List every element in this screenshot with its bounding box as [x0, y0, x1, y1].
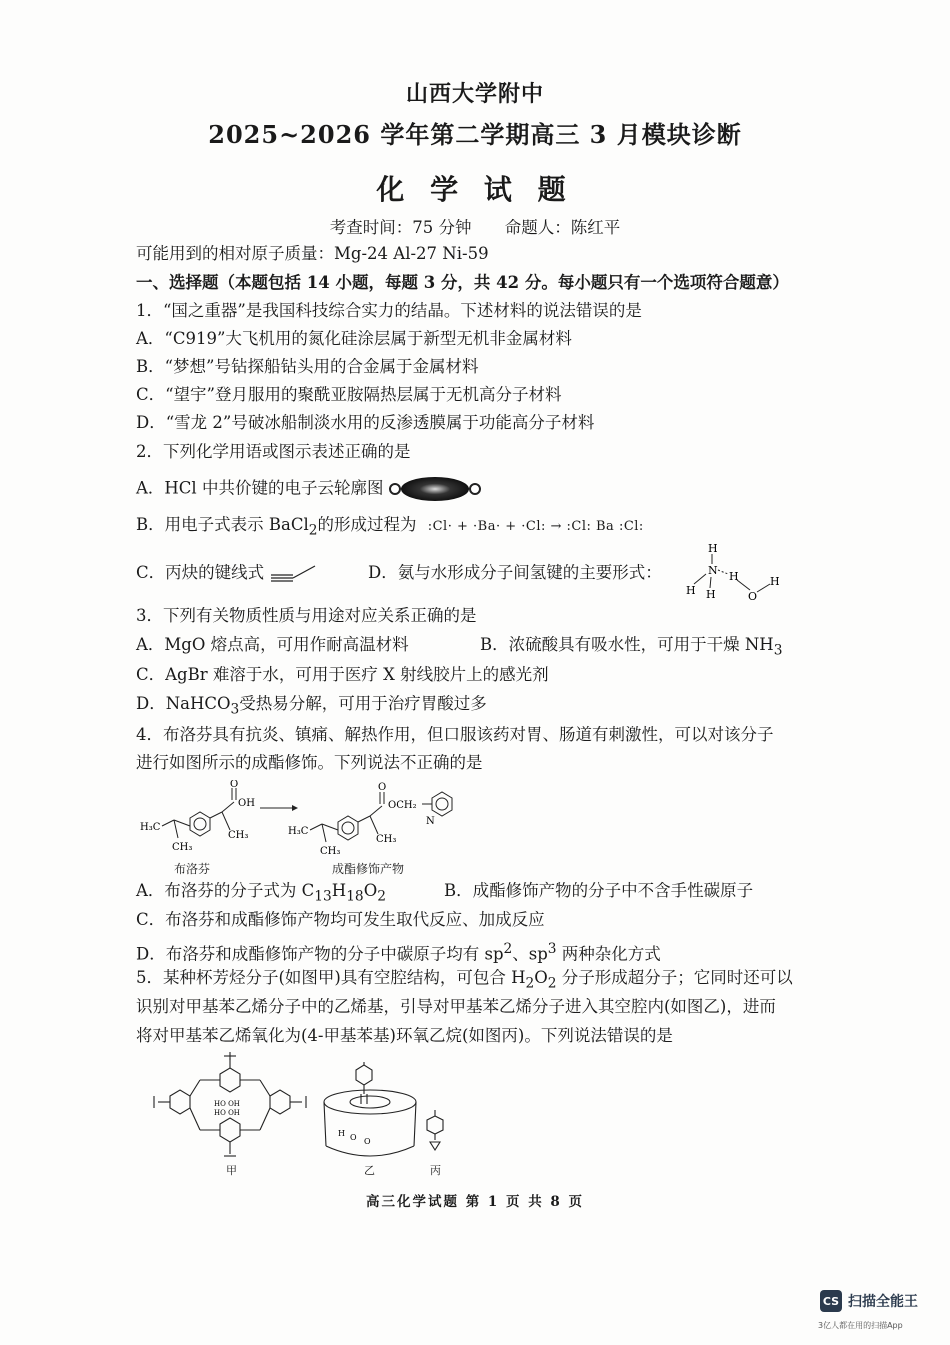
svg-text:N: N	[708, 564, 718, 577]
subject-title: 化 学 试 题	[376, 173, 574, 206]
electron-formula-scheme: :Cl· + ·Ba· + ·Cl: → :Cl: Ba :Cl:	[427, 519, 644, 534]
svg-text:H₃C: H₃C	[140, 822, 161, 833]
q3-option-d-text: D．NaHCO	[136, 694, 231, 713]
q4-stem-line2: 进行如图所示的成酯修饰。下列说法不正确的是	[136, 753, 483, 772]
svg-text:H: H	[706, 588, 716, 601]
exam-time: 考查时间：75 分钟	[329, 218, 472, 237]
q2-option-b-sub: 2	[308, 522, 318, 539]
section-heading: 一、选择题（本题包括 14 小题，每题 3 分，共 42 分。每小题只有一个选项符合题意）	[136, 273, 789, 292]
watermark-tagline: 3亿人都在用的扫描App	[818, 1321, 903, 1330]
figure-label-a: 甲	[226, 1164, 237, 1177]
svg-text:OH: OH	[238, 798, 255, 809]
q1-option-d: D．“雪龙 2”号破冰船制淡水用的反渗透膜属于功能高分子材料	[136, 413, 595, 432]
svg-text:H₃C: H₃C	[288, 826, 309, 837]
exam-meta	[0, 214, 950, 238]
svg-text:H: H	[686, 584, 696, 597]
q2-stem: 2．下列化学用语或图示表述正确的是	[136, 442, 411, 461]
watermark-name: 扫描全能王	[848, 1294, 918, 1310]
q3-option-b	[480, 634, 782, 661]
atomic-mass-line: 可能用到的相对原子质量：Mg-24 Al-27 Ni-59	[136, 244, 489, 263]
q3-option-b-sub: 3	[773, 642, 783, 659]
q1-option-c: C．“望宇”登月服用的聚酰亚胺隔热层属于无机高分子材料	[136, 385, 562, 404]
q5-stem-text: 5．某种杯芳烃分子(如图甲)具有空腔结构，可包合 H	[136, 968, 526, 987]
host-guest-figure	[320, 1062, 425, 1167]
scanner-watermark	[818, 1289, 938, 1339]
q3-option-d	[136, 693, 487, 720]
q2-option-c-text: C．丙炔的键线式	[136, 563, 265, 582]
q2-option-c	[136, 562, 319, 584]
q1-option-a: A．“C919”大飞机用的氮化硅涂层属于新型无机非金属材料	[136, 329, 572, 348]
page-footer: 高三化学试题 第 1 页 共 8 页	[366, 1194, 584, 1210]
q2-option-d: D．氨与水形成分子间氢键的主要形式：	[368, 563, 662, 582]
school-name: 山西大学附中	[405, 81, 544, 107]
q4-d-sup2: 3	[547, 941, 557, 957]
q5-sub2: 2	[547, 975, 557, 992]
q2-option-a-text: A．HCl 中共价键的电子云轮廓图	[136, 478, 384, 498]
q3-option-a: A．MgO 熔点高，可用作耐高温材料	[136, 635, 409, 654]
svg-text:OCH₂: OCH₂	[388, 800, 417, 811]
q5-o: O	[534, 968, 548, 987]
svg-text:HO OH: HO OH	[214, 1100, 240, 1108]
q5-sub1: 2	[525, 975, 535, 992]
exam-title: 2025~2026 学年第二学期高三 3 月模块诊断	[208, 120, 742, 149]
svg-text:N: N	[426, 816, 435, 827]
figure-label-c: 丙	[430, 1164, 441, 1177]
q4-option-d	[136, 938, 661, 966]
svg-text:H: H	[338, 1129, 345, 1138]
q4-option-a	[136, 880, 386, 907]
camscanner-logo-icon: CS	[820, 1290, 842, 1312]
q1-stem: 1．“国之重器”是我国科技综合实力的结晶。下述材料的说法错误的是	[136, 301, 642, 320]
svg-text:O: O	[364, 1137, 371, 1146]
q4-a-o: O	[363, 881, 378, 900]
q4-a-sub1: 13	[314, 888, 332, 905]
q5-stem-line2: 识别对甲基苯乙烯分子中的乙烯基，引导对甲基苯乙烯分子进入其空腔内(如图乙)，进而	[136, 997, 776, 1016]
svg-text:CH₃: CH₃	[320, 846, 341, 857]
q3-option-c: C．AgBr 难溶于水，可用于医疗 X 射线胶片上的感光剂	[136, 665, 549, 684]
propyne-skeletal-icon	[269, 564, 319, 584]
q3-option-d-post: 受热易分解，可用于治疗胃酸过多	[239, 694, 487, 713]
q3-option-b-text: B．浓硫酸具有吸水性，可用于干燥 NH	[480, 635, 774, 654]
svg-text:H: H	[729, 570, 739, 583]
ammonia-water-hbond-diagram	[684, 540, 784, 602]
q4-stem-line1: 4．布洛芬具有抗炎、镇痛、解热作用，但口服该药对胃、肠道有刺激性，可以对该分子	[136, 725, 774, 744]
svg-text:CH₃: CH₃	[228, 830, 249, 841]
q4-a-h: H	[331, 881, 347, 900]
q4-option-b: B．成酯修饰产物的分子中不含手性碳原子	[444, 881, 754, 900]
svg-text:O: O	[350, 1133, 357, 1142]
epoxide-figure	[422, 1110, 448, 1160]
svg-text:CH₃: CH₃	[376, 834, 397, 845]
q5-stem-line3: 将对甲基苯乙烯氧化为(4-甲基苯基)环氧乙烷(如图丙)。下列说法错误的是	[136, 1026, 673, 1045]
q2-option-b	[136, 514, 644, 541]
q2-option-a	[136, 475, 481, 503]
exam-author: 命题人：陈红平	[504, 218, 621, 237]
svg-text:O: O	[378, 782, 387, 793]
q4-a-sub3: 2	[377, 888, 386, 905]
q2-option-b-post: 的形成过程为	[317, 515, 417, 534]
q3-stem: 3．下列有关物质性质与用途对应关系正确的是	[136, 606, 477, 625]
q3-option-d-sub: 3	[230, 701, 240, 718]
q2-option-b-text: B．用电子式表示 BaCl	[136, 515, 309, 534]
ibuprofen-label: 布洛芬	[174, 862, 211, 876]
q4-option-d-text: D．布洛芬和成酯修饰产物的分子中碳原子均有 sp	[136, 944, 504, 964]
svg-text:O: O	[748, 590, 758, 602]
ester-product-label: 成酯修饰产物	[332, 862, 405, 876]
svg-text:H: H	[770, 575, 780, 588]
figure-label-b: 乙	[364, 1164, 375, 1177]
q4-d-sup1: 2	[503, 941, 513, 957]
svg-text:H: H	[708, 542, 718, 555]
q4-option-c: C．布洛芬和成酯修饰产物均可发生取代反应、加成反应	[136, 910, 545, 929]
calixarene-figure	[140, 1052, 320, 1167]
q4-option-a-text: A．布洛芬的分子式为 C	[136, 881, 315, 900]
q5-stem-line1	[136, 967, 793, 994]
svg-text:HO OH: HO OH	[214, 1109, 240, 1117]
q4-d-mid: 、sp	[512, 944, 548, 964]
svg-text:CH₃: CH₃	[172, 842, 193, 853]
q4-d-post: 两种杂化方式	[556, 944, 661, 964]
q4-a-sub2: 18	[346, 888, 364, 905]
q1-option-b: B．“梦想”号钻探船钻头用的合金属于金属材料	[136, 357, 479, 376]
svg-text:O: O	[230, 780, 239, 790]
q5-stem-post: 分子形成超分子；它同时还可以	[556, 968, 793, 987]
electron-cloud-diagram	[389, 475, 481, 503]
